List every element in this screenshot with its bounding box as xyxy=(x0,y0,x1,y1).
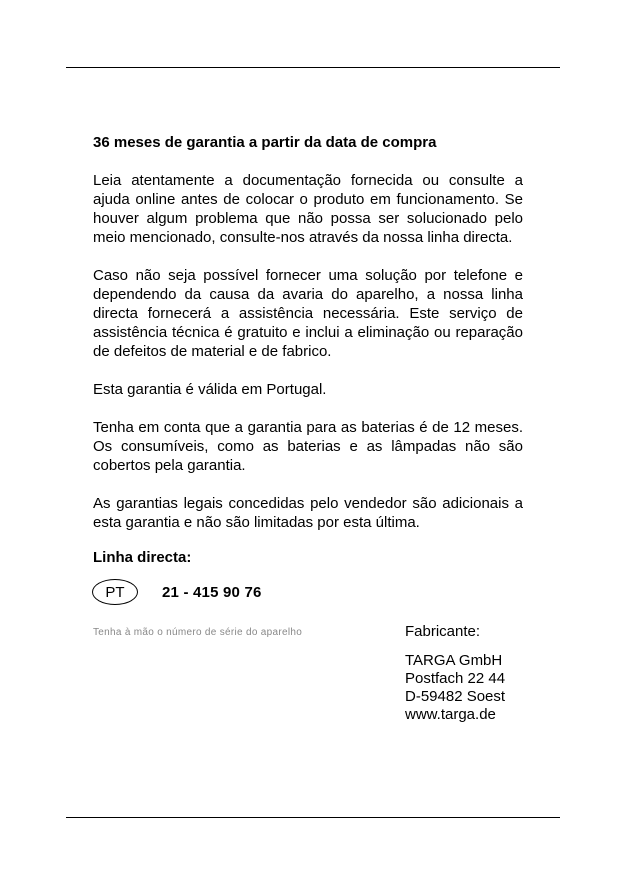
paragraph-documentation: Leia atentamente a documentação fornecida ou consulte a ajuda online antes de colocar o produto em funcionamento. Se houver algum problema que não possa ser solucionado pelo meio mencionado, consulte-nos através da nossa linha directa. xyxy=(93,172,523,246)
serial-number-note: Tenha à mão o número de série do aparelho xyxy=(93,627,303,638)
manufacturer-website: www.targa.de xyxy=(405,706,496,723)
warranty-heading: 36 meses de garantia a partir da data de compra xyxy=(93,134,437,151)
hotline-heading: Linha directa: xyxy=(93,549,192,566)
paragraph-legal: As garantias legais concedidas pelo vendedor são adicionais a esta garantia e não são limitadas por esta última. xyxy=(93,495,523,531)
hotline-row xyxy=(93,579,523,605)
hotline-phone-number: 21 - 415 90 76 xyxy=(162,583,262,601)
paragraph-batteries: Tenha em conta que a garantia para as baterias é de 12 meses. Os consumíveis, como as baterias e as lâmpadas não são cobertos pela garantia. xyxy=(93,419,523,474)
manufacturer-city: D-59482 Soest xyxy=(405,688,506,705)
top-divider xyxy=(66,67,560,68)
manufacturer-name: TARGA GmbH xyxy=(405,652,503,669)
manufacturer-block xyxy=(405,623,505,724)
paragraph-repair: Caso não seja possível fornecer uma solução por telefone e dependendo da causa da avaria do aparelho, a nossa linha directa fornecerá a assistência necessária. Este serviço de assistência técnica é gratuito e inclui a eliminação ou reparação de defeitos de material e de fabrico. xyxy=(93,267,523,360)
paragraph-validity: Esta garantia é válida em Portugal. xyxy=(93,381,327,398)
manufacturer-street: Postfach 22 44 xyxy=(405,670,506,687)
bottom-divider xyxy=(66,817,560,818)
manufacturer-label: Fabricante: xyxy=(405,623,481,640)
country-code-badge: PT xyxy=(92,579,138,605)
warranty-content xyxy=(93,133,523,605)
